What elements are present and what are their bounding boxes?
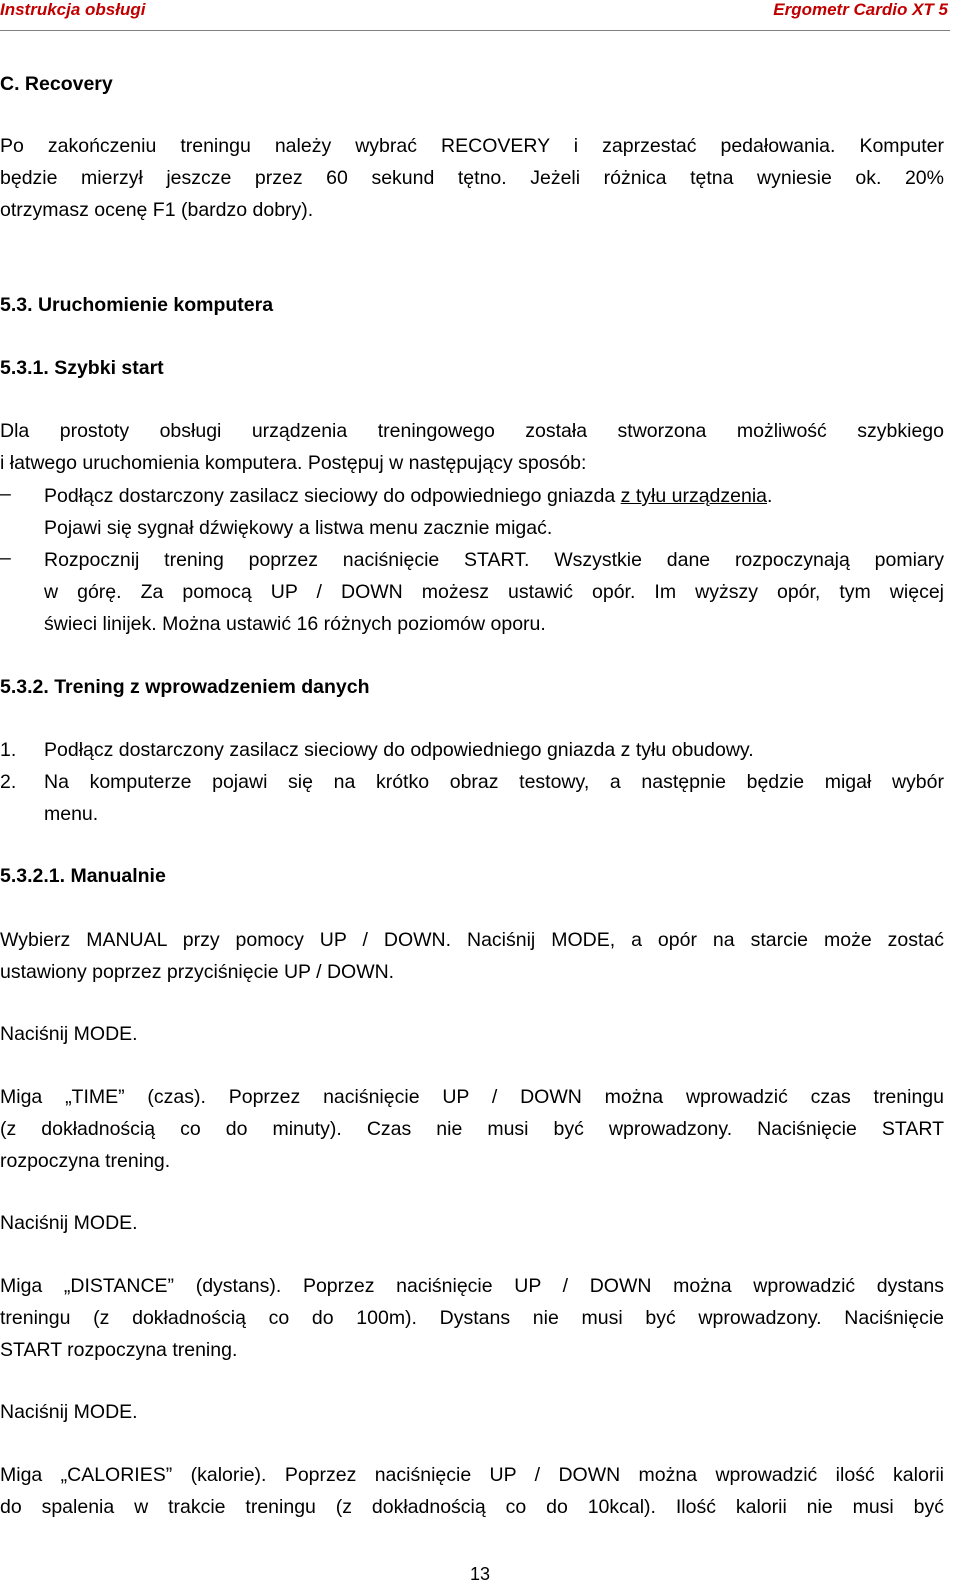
bullet-1-cont: Pojawi się sygnał dźwiękowy a listwa menu zacznie migać. (44, 517, 553, 539)
header-right-title: Ergometr Cardio XT 5 (773, 0, 948, 19)
intro-line: i łatwego uruchomienia komputera. Postępuj w następujący sposób: (0, 452, 587, 474)
recovery-heading: C. Recovery (0, 73, 113, 95)
list-number: 2. (0, 771, 17, 793)
bullet-2-line: Rozpocznij trening poprzez naciśnięcie START. Wszystkie dane rozpoczynają pomiary (44, 549, 944, 571)
paragraph-line: treningu (z dokładnością co do 100m). Dystans nie musi być wprowadzony. Naciśnięcie (0, 1307, 944, 1329)
list-number: 1. (0, 739, 17, 761)
intro-line: Dla prostoty obsługi urządzenia treningowego została stworzona możliwość szybkiego (0, 420, 944, 442)
paragraph-line: Miga „CALORIES” (kalorie). Poprzez naciśnięcie UP / DOWN można wprowadzić ilość kalorii (0, 1464, 944, 1486)
section-heading-5-3: 5.3. Uruchomienie komputera (0, 294, 274, 316)
mode-instruction: Naciśnij MODE. (0, 1401, 138, 1423)
section-heading-5-3-1: 5.3.1. Szybki start (0, 357, 164, 379)
paragraph-line: Wybierz MANUAL przy pomocy UP / DOWN. Naciśnij MODE, a opór na starcie może zostać (0, 929, 944, 951)
paragraph-line: do spalenia w trakcie treningu (z dokładnością co do 10kcal). Ilość kalorii nie musi być (0, 1496, 944, 1518)
page-number: 13 (469, 1564, 491, 1584)
paragraph-line: (z dokładnością co do minuty). Czas nie musi być wprowadzony. Naciśnięcie START (0, 1118, 944, 1140)
list-item: Na komputerze pojawi się na krótko obraz testowy, a następnie będzie migał wybór (44, 771, 944, 793)
section-heading-5-3-2: 5.3.2. Trening z wprowadzeniem danych (0, 676, 370, 698)
paragraph-line: rozpoczyna trening. (0, 1150, 171, 1172)
recovery-line: będzie mierzył jeszcze przez 60 sekund tętno. Jeżeli różnica tętna wyniesie ok. 20% (0, 167, 944, 189)
list-item: Podłącz dostarczony zasilacz sieciowy do odpowiedniego gniazda z tyłu obudowy. (44, 739, 754, 761)
paragraph-line: START rozpoczyna trening. (0, 1339, 238, 1361)
bullet-2-line: w górę. Za pomocą UP / DOWN możesz ustawić opór. Im wyższy opór, tym więcej (44, 581, 944, 603)
bullet-2-line: świeci linijek. Można ustawić 16 różnych poziomów oporu. (44, 613, 546, 635)
mode-instruction: Naciśnij MODE. (0, 1212, 138, 1234)
bullet-1-line: Podłącz dostarczony zasilacz sieciowy do odpowiedniego gniazda z tyłu urządzenia. (44, 485, 773, 507)
header-left-title: Instrukcja obsługi (0, 0, 146, 19)
paragraph-line: ustawiony poprzez przyciśnięcie UP / DOWN. (0, 961, 395, 983)
paragraph-line: Miga „DISTANCE” (dystans). Poprzez naciśnięcie UP / DOWN można wprowadzić dystans (0, 1275, 944, 1297)
recovery-line: Po zakończeniu treningu należy wybrać RECOVERY i zaprzestać pedałowania. Komputer (0, 135, 944, 157)
list-item: menu. (44, 803, 99, 825)
mode-instruction: Naciśnij MODE. (0, 1023, 138, 1045)
underlined-text: z tyłu urządzenia (620, 485, 767, 507)
header-divider (0, 30, 950, 31)
dash-bullet-2 (0, 547, 11, 570)
dash-bullet-1 (0, 483, 11, 506)
paragraph-line: Miga „TIME” (czas). Poprzez naciśnięcie UP / DOWN można wprowadzić czas treningu (0, 1086, 944, 1108)
section-heading-5-3-2-1: 5.3.2.1. Manualnie (0, 865, 166, 887)
recovery-line: otrzymasz ocenę F1 (bardzo dobry). (0, 199, 314, 221)
